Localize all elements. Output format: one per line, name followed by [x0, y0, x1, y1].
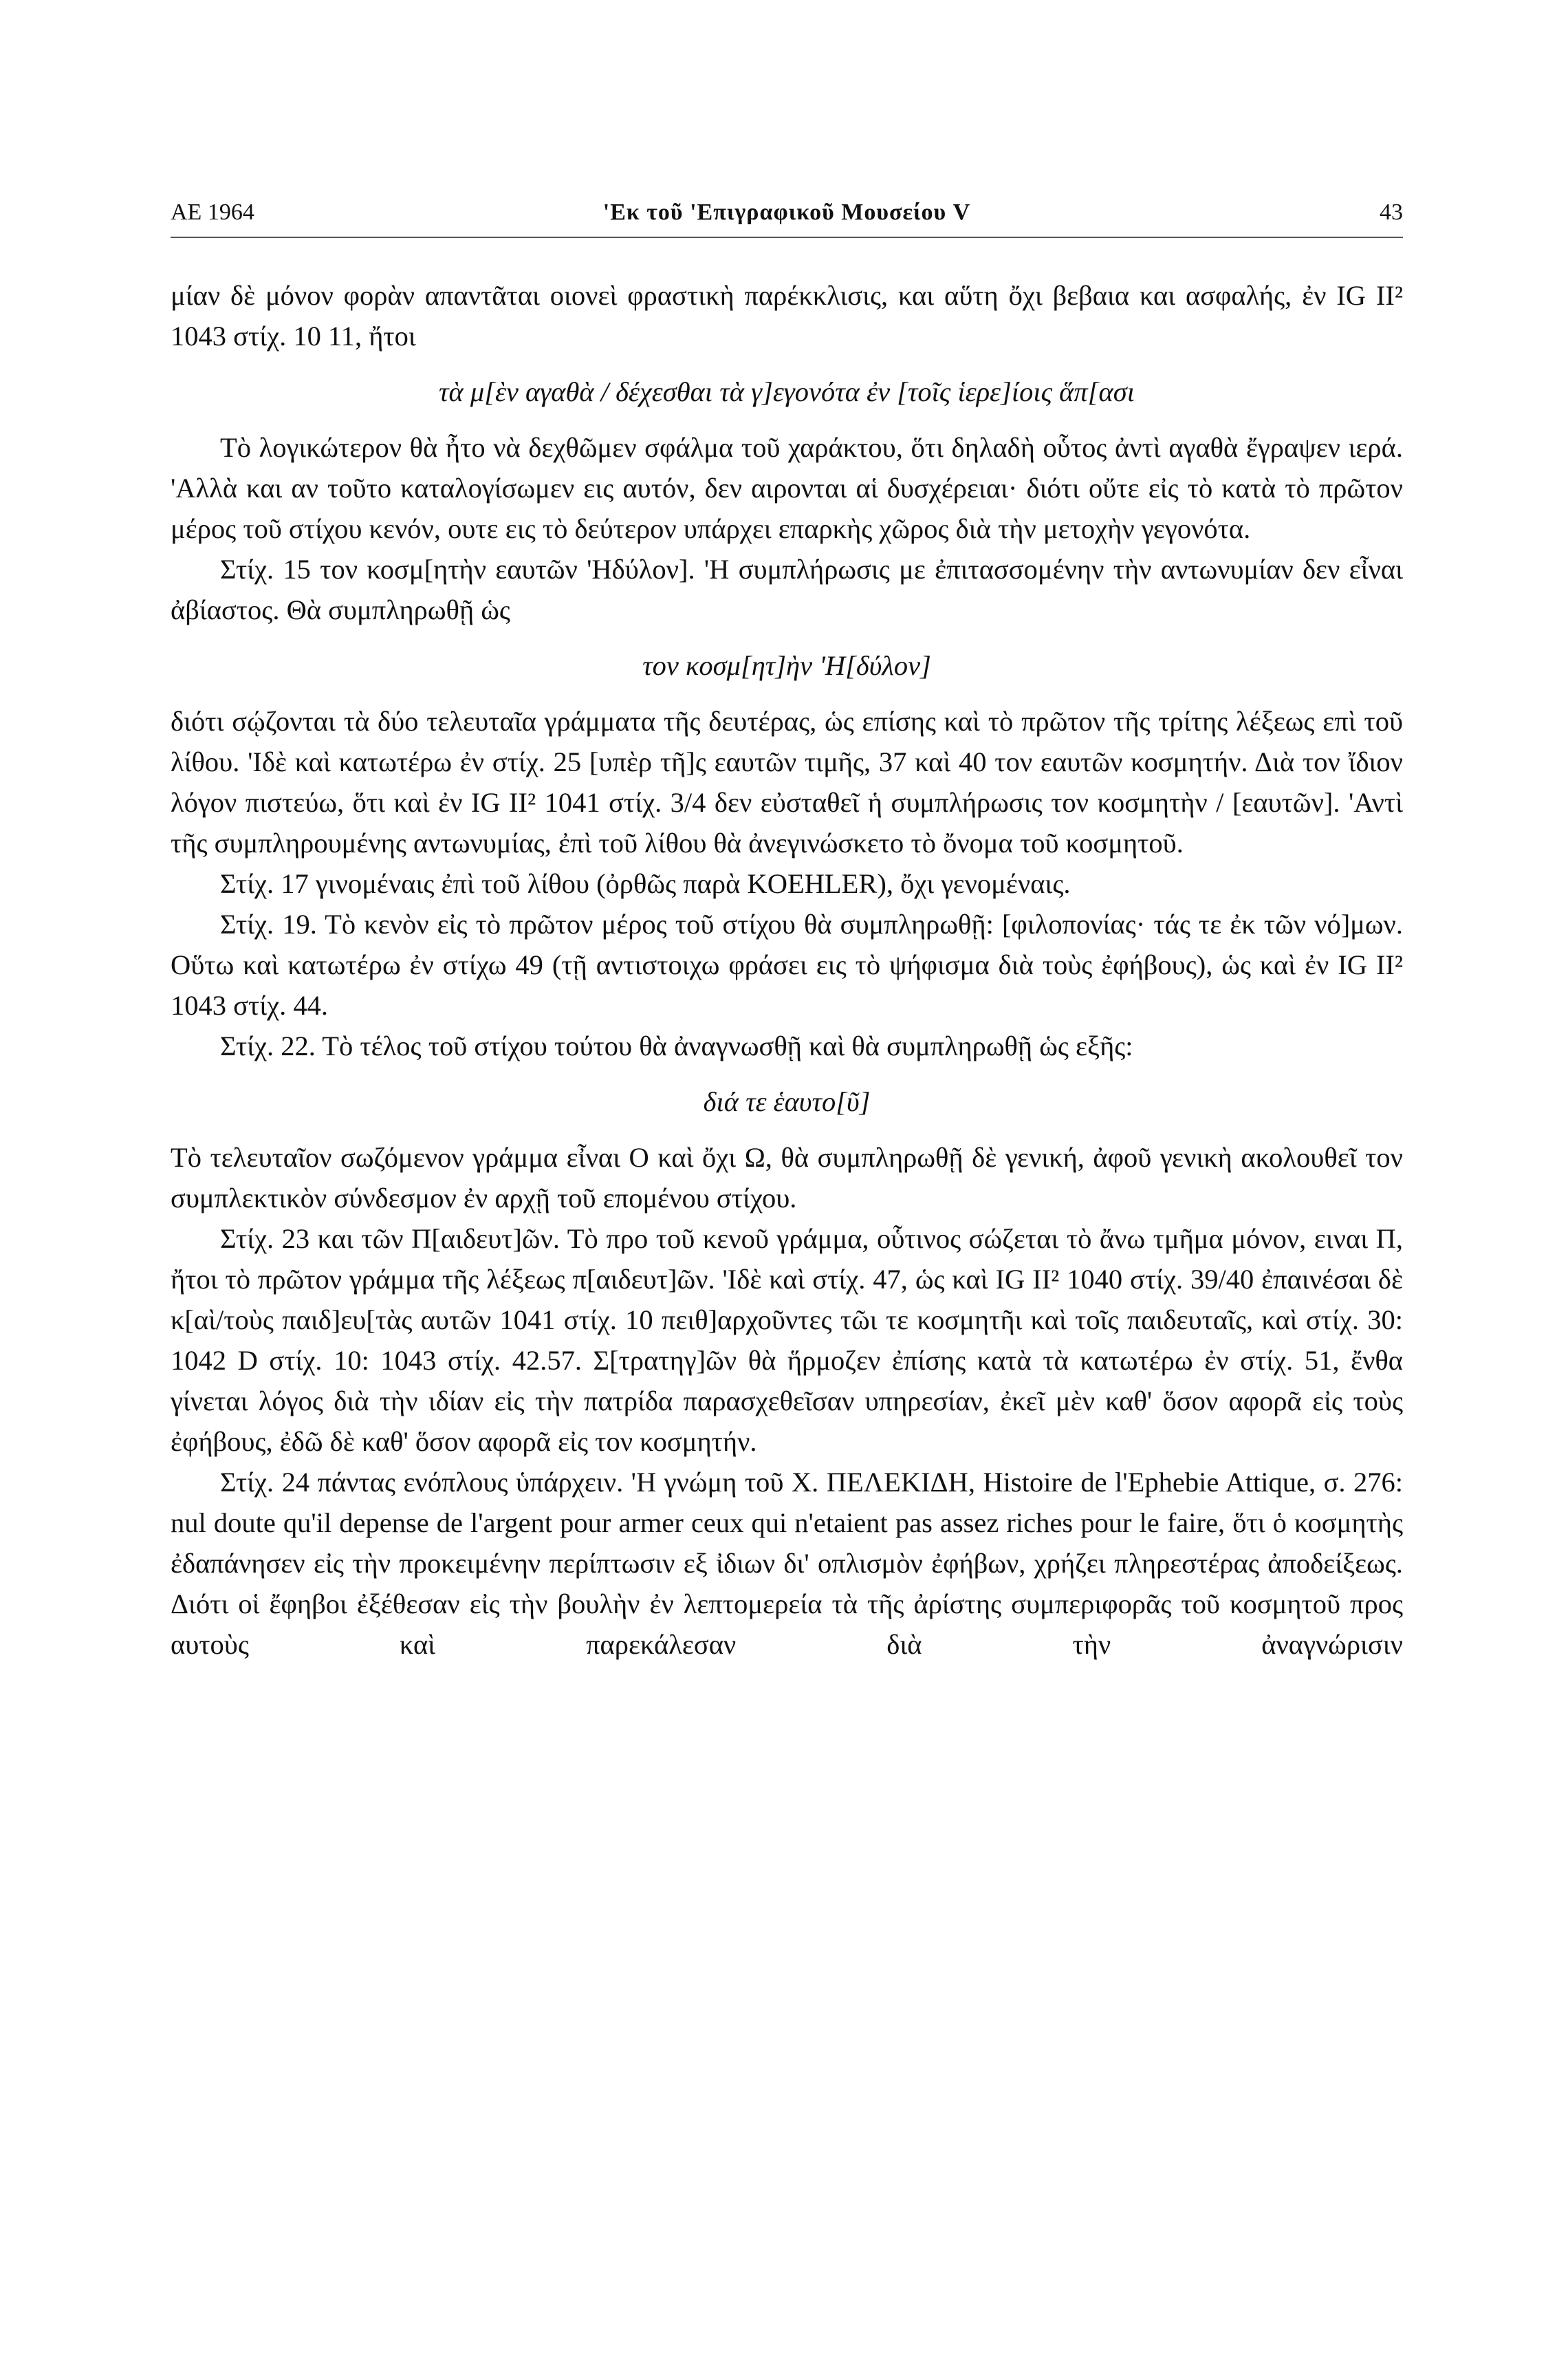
paragraph: Στίχ. 23 και τῶν Π[αιδευτ]ῶν. Τὸ προ τοῦ κενοῦ γράμμα, οὗτινος σώζεται τὸ ἄνω τμῆμα μόνον, ειναι Π, ἤτοι τὸ πρῶτον γράμμα τῆς λέξεως π[αιδευτ]ῶν. 'Ιδὲ καὶ στίχ. 47, ὡς καὶ IG II² 1040 στίχ. 39/40 ἐπαινέσαι δὲ κ[αὶ/τοὺς παιδ]ευ[τὰς αυτῶν 1041 στίχ. 10 πειθ]αρχοῦντες τῶι τε κοσμητῆι καὶ τοῖς παιδευταῖς, καὶ στίχ. 30: 1042 D στίχ. 10: 1043 στίχ. 42.57. Σ[τρατηγ]ῶν θὰ ἥρμοζεν ἐπίσης κατὰ τὰ κατωτέρω ἐν στίχ. 51, ἔνθα γίνεται λόγος διὰ τὴν ιδίαν εἰς τὴν πατρίδα παρασχεθεῖσαν υπηρεσίαν, ἐκεῖ μὲν καθ' ὅσον αφορᾶ εἰς τοὺς ἐφήβους, ἐδῶ δὲ καθ' ὅσον αφορᾶ εἰς τον κοσμητήν.: [171, 1223, 1403, 1457]
quoted-restoration: διά τε ἑαυτο[ῦ]: [703, 1086, 871, 1117]
header-title: 'Εκ τοῦ 'Επιγραφικοῦ Μουσείου V: [602, 199, 971, 225]
journal-label: AE 1964: [171, 199, 254, 225]
paragraph: Στίχ. 22. Τὸ τέλος τοῦ στίχου τούτου θὰ ἀναγνωσθῇ καὶ θὰ συμπληρωθῇ ὡς εξῆς:: [220, 1031, 1133, 1061]
paragraph: Τὸ λογικώτερον θὰ ἦτο νὰ δεχθῶμεν σφάλμα τοῦ χαράκτου, ὅτι δηλαδὴ οὗτος ἀντὶ αγαθὰ ἔγραψεν ιερά. 'Αλλὰ και αν τοῦτο καταλογίσωμεν εις αυτόν, δεν αιρονται αἱ δυσχέρειαι· διότι οὔτε εἰς τὸ κατὰ τὸ πρῶτον μέρος τοῦ στίχου κενόν, ουτε εις τὸ δεύτερον υπάρχει επαρκὴς χῶρος διὰ τὴν μετοχὴν γεγονότα.: [171, 432, 1403, 544]
quoted-restoration: τὰ μ[ὲν αγαθὰ / δέχεσθαι τὰ γ]εγονότα ἐν [τοῖς ἱερε]ίοις ἅπ[ασι: [439, 376, 1135, 407]
paragraph: Στίχ. 24 πάντας ενόπλους ὑπάρχειν. 'Η γνώμη τοῦ Χ. ΠΕΛΕΚΙΔΗ, Histoire de l'Ephebie Attique, σ. 276: nul doute qu'il depense de l'argent pour armer ceux qui n'etaient pas assez riches pour le faire, ὅτι ὁ κοσμητὴς ἐδαπάνησεν εἰς τὴν προκειμένην περίπτωσιν εξ ἰδιων δι' οπλισμὸν ἐφήβων, χρήζει πληρεστέρας ἀποδείξεως. Διότι οἱ ἔφηβοι ἐξέθεσαν εἰς τὴν βουλὴν ἐν λεπτομερεία τὰ τῆς ἀρίστης συμπεριφορᾶς τοῦ κοσμητοῦ προς αυτοὺς καὶ παρεκάλεσαν διὰ τὴν ἀναγνώρισιν: [171, 1467, 1403, 1660]
paragraph: Στίχ. 17 γινομέναις ἐπὶ τοῦ λίθου (ὀρθῶς παρὰ KOEHLER), ὄχι γενομέναις.: [220, 868, 1071, 899]
quoted-restoration: τον κοσμ[ητ]ὴν 'Η[δύλον]: [642, 650, 931, 681]
paragraph: Τὸ τελευταῖον σωζόμενον γράμμα εἶναι Ο καὶ ὄχι Ω, θὰ συμπληρωθῇ δὲ γενική, ἀφοῦ γενικὴ ακολουθεῖ τον συμπλεκτικὸν σύνδεσμον ἐν αρχῇ τοῦ επομένου στίχου.: [171, 1142, 1403, 1213]
body-text: [171, 275, 1403, 1665]
paragraph: Στίχ. 15 τον κοσμ[ητὴν εαυτῶν 'Ηδύλον]. 'Η συμπλήρωσις με ἐπιτασσομένην τὴν αντωνυμίαν δεν εἶναι ἀβίαστος. Θὰ συμπληρωθῇ ὡς: [171, 554, 1403, 625]
header-rule: [171, 237, 1403, 238]
page-number: 43: [1380, 199, 1403, 225]
running-header: [171, 199, 1403, 234]
paragraph: διότι σῴζονται τὰ δύο τελευταῖα γράμματα τῆς δευτέρας, ὡς επίσης καὶ τὸ πρῶτον τῆς τρίτης λέξεως επὶ τοῦ λίθου. 'Ιδὲ καὶ κατωτέρω ἐν στίχ. 25 [υπὲρ τῆ]ς εαυτῶν τιμῆς, 37 καὶ 40 τον εαυτῶν κοσμητήν. Διὰ τον ἴδιον λόγον πιστεύω, ὅτι καὶ ἐν IG II² 1041 στίχ. 3/4 δεν εὐσταθεῖ ἡ συμπλήρωσις τον κοσμητὴν / [εαυτῶν]. 'Αντὶ τῆς συμπληρουμένης αντωνυμίας, ἐπὶ τοῦ λίθου θὰ ἀνεγινώσκετο τὸ ὄνομα τοῦ κοσμητοῦ.: [171, 706, 1403, 859]
paragraph: μίαν δὲ μόνον φορὰν απαντᾶται οιονεὶ φραστικὴ παρέκκλισις, και αὕτη ὄχι βεβαια και ασφαλής, ἐν IG II² 1043 στίχ. 10 11, ἤτοι: [171, 280, 1403, 352]
paragraph: Στίχ. 19. Τὸ κενὸν εἰς τὸ πρῶτον μέρος τοῦ στίχου θὰ συμπληρωθῇ: [φιλοπονίας· τάς τε ἐκ τῶν νό]μων. Οὕτω καὶ κατωτέρω ἐν στίχω 49 (τῇ αντιστοιχω φράσει εις τὸ ψήφισμα διὰ τοὺς ἐφήβους), ὡς καὶ ἐν IG II² 1043 στίχ. 44.: [171, 909, 1403, 1021]
